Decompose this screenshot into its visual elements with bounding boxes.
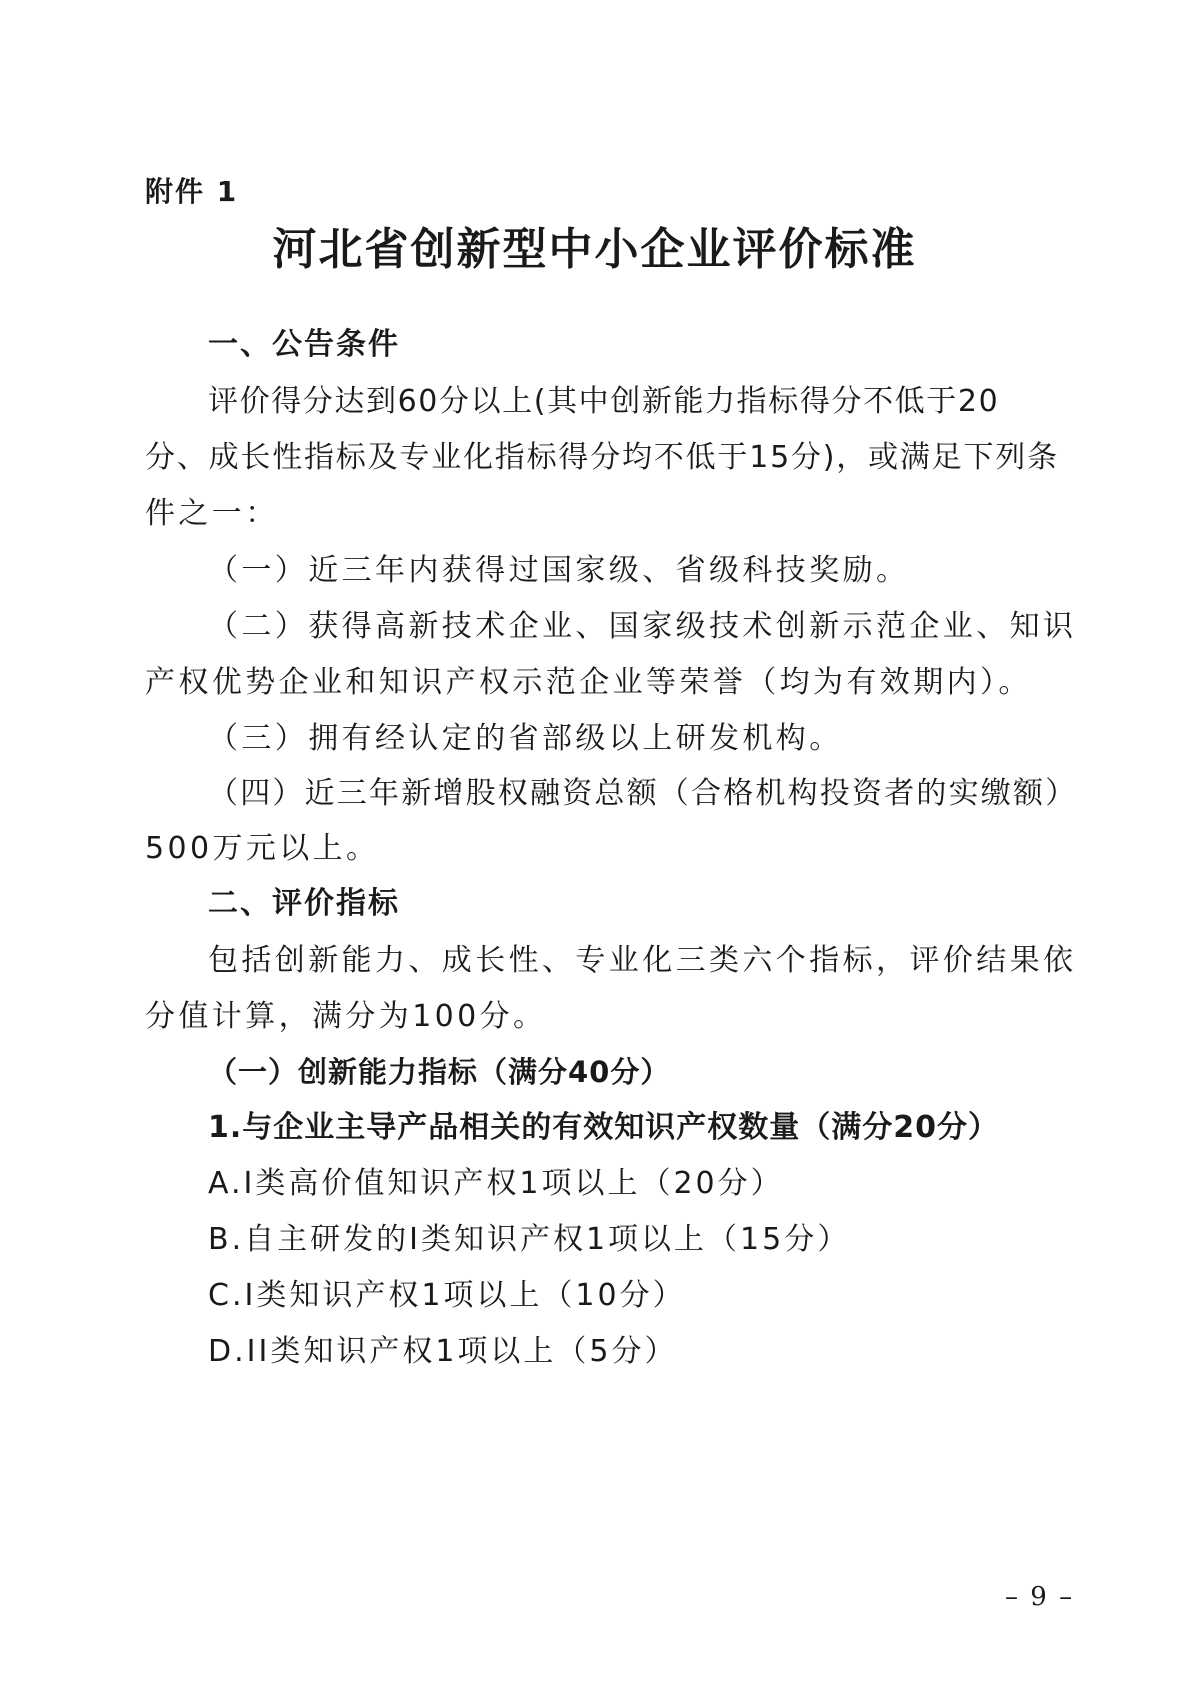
option-c: C.I类知识产权1项以上（10分） <box>208 1278 686 1313</box>
paragraph-line: 分、成长性指标及专业化指标得分均不低于15分)，或满足下列条 <box>145 440 1059 475</box>
option-a: A.I类高价值知识产权1项以上（20分） <box>208 1166 784 1201</box>
attachment-label: 附件 1 <box>145 175 239 208</box>
section-heading-announcement-conditions: 一、公告条件 <box>208 327 400 362</box>
condition-4-line: 500万元以上。 <box>145 831 380 866</box>
paragraph-line: 件之一： <box>145 496 279 531</box>
condition-2-line: （二）获得高新技术企业、国家级技术创新示范企业、知识 <box>208 609 1077 644</box>
paragraph-line: 评价得分达到60分以上(其中创新能力指标得分不低于20 <box>208 384 1000 419</box>
condition-3: （三）拥有经认定的省部级以上研发机构。 <box>208 721 843 756</box>
page-number: – 9 – <box>1005 1582 1075 1612</box>
document-title: 河北省创新型中小企业评价标准 <box>272 224 917 275</box>
condition-1: （一）近三年内获得过国家级、省级科技奖励。 <box>208 553 910 588</box>
paragraph-line: 包括创新能力、成长性、专业化三类六个指标，评价结果依 <box>208 943 1077 978</box>
option-d: D.II类知识产权1项以上（5分） <box>208 1334 678 1369</box>
condition-4-line: （四）近三年新增股权融资总额（合格机构投资者的实缴额） <box>208 776 1078 811</box>
section-heading-evaluation-indicators: 二、评价指标 <box>208 886 400 921</box>
paragraph-line: 分值计算，满分为100分。 <box>145 999 547 1034</box>
condition-2-line: 产权优势企业和知识产权示范企业等荣誉（均为有效期内）。 <box>145 665 1032 700</box>
option-b: B.自主研发的I类知识产权1项以上（15分） <box>208 1222 851 1257</box>
sub-heading-innovation-capability: （一）创新能力指标（满分40分） <box>208 1055 671 1089</box>
item-heading-ip-count: 1.与企业主导产品相关的有效知识产权数量（满分20分） <box>208 1110 1000 1145</box>
